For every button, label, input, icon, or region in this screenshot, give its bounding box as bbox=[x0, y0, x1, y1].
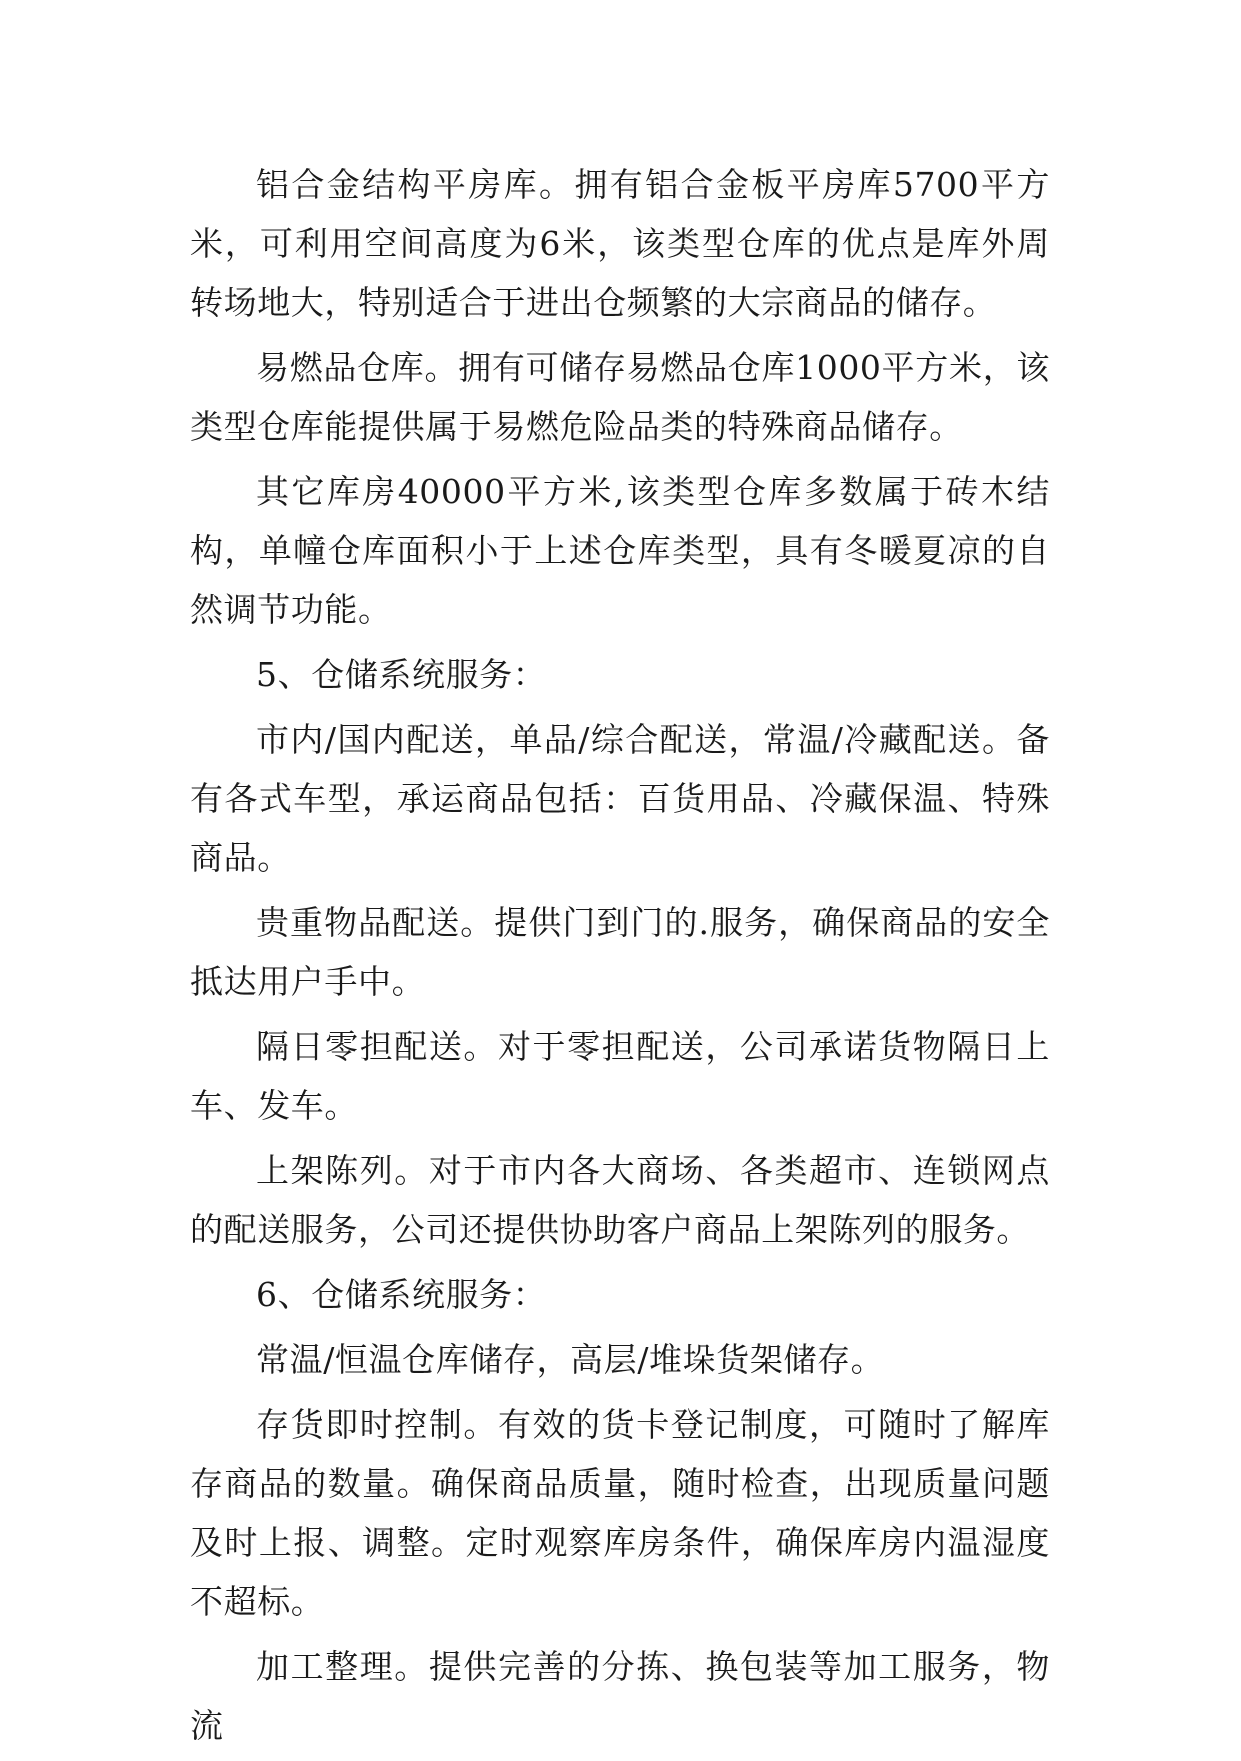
paragraph-aluminum-warehouse: 铝合金结构平房库。拥有铝合金板平房库5700平方米，可利用空间高度为6米，该类型仓库的优点是库外周转场地大，特别适合于进出仓频繁的大宗商品的储存。 bbox=[190, 165, 1050, 322]
paragraph-other-warehouse: 其它库房40000平方米,该类型仓库多数属于砖木结构，单幢仓库面积小于上述仓库类型，具有冬暖夏凉的自然调节功能。 bbox=[190, 472, 1050, 629]
paragraph-storage-types: 常温/恒温仓库储存，高层/堆垛货架储存。 bbox=[256, 1340, 885, 1379]
paragraph-delivery: 市内/国内配送，单品/综合配送，常温/冷藏配送。备有各式车型，承运商品包括：百货用品、冷藏保温、特殊商品。 bbox=[190, 720, 1050, 877]
section-heading-5: 5、仓储系统服务： bbox=[256, 655, 547, 694]
paragraph-shelf-display: 上架陈列。对于市内各大商场、各类超市、连锁网点的配送服务，公司还提供协助客户商品上架陈列的服务。 bbox=[190, 1151, 1050, 1249]
paragraph-processing: 加工整理。提供完善的分拣、换包装等加工服务，物流 bbox=[190, 1647, 1050, 1745]
section-heading-6: 6、仓储系统服务： bbox=[256, 1275, 547, 1314]
paragraph-valuables-delivery: 贵重物品配送。提供门到门的.服务，确保商品的安全抵达用户手中。 bbox=[190, 903, 1050, 1001]
paragraph-inventory-control: 存货即时控制。有效的货卡登记制度，可随时了解库存商品的数量。确保商品质量，随时检查，出现质量问题及时上报、调整。定时观察库房条件，确保库房内温湿度不超标。 bbox=[190, 1405, 1050, 1621]
paragraph-flammable-warehouse: 易燃品仓库。拥有可储存易燃品仓库1000平方米，该类型仓库能提供属于易燃危险品类的特殊商品储存。 bbox=[190, 348, 1050, 446]
document-body bbox=[190, 155, 1050, 1761]
paragraph-ltl-delivery: 隔日零担配送。对于零担配送，公司承诺货物隔日上车、发车。 bbox=[190, 1027, 1050, 1125]
